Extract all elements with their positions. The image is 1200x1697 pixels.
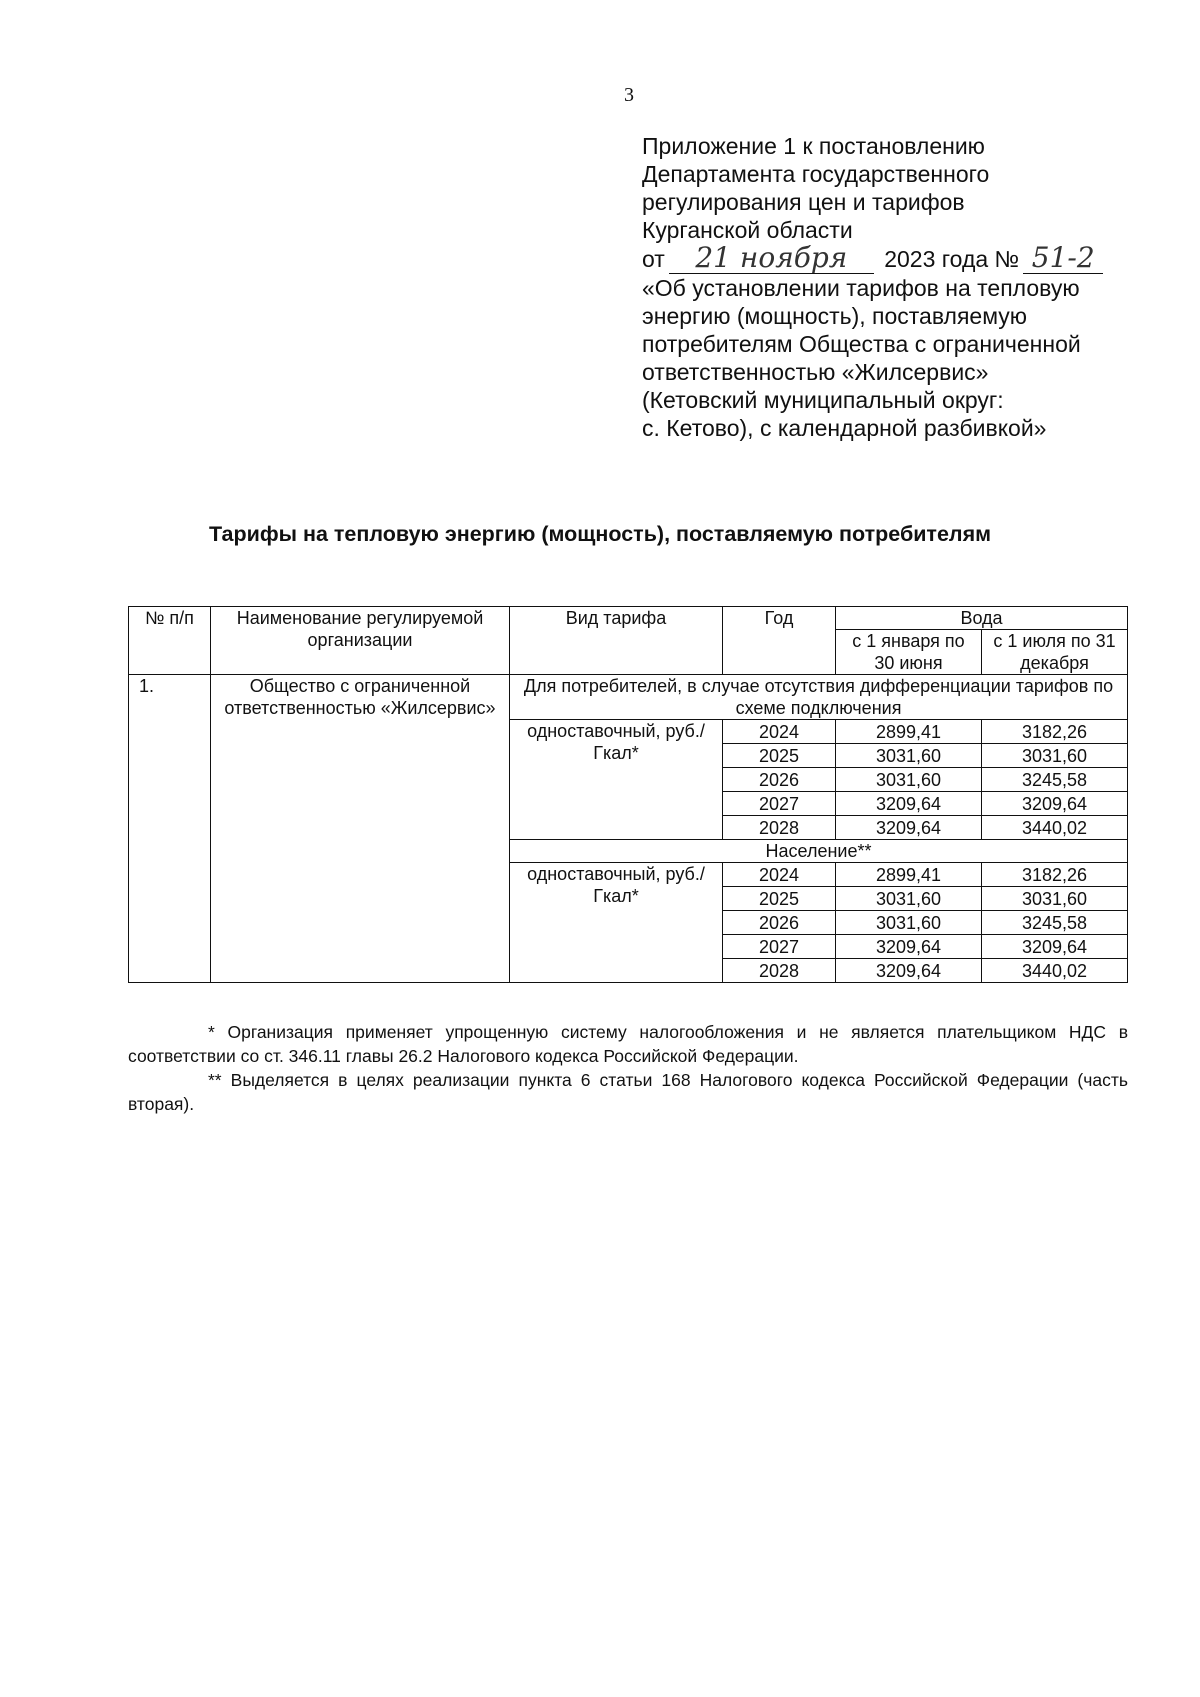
year-cell: 2026 [723,911,836,935]
year-cell: 2027 [723,935,836,959]
header-water: Вода [836,607,1128,630]
footnote: ** Выделяется в целях реализации пункта 6 статьи 168 Налогового кодекса Российской Федерации (часть вторая). [128,1070,1128,1114]
subject-line: с. Кетово), с календарной разбивкой» [642,415,1047,441]
value-cell: 3209,64 [982,935,1128,959]
tariff-table [128,606,1128,983]
year-cell: 2027 [723,792,836,816]
year-cell: 2024 [723,863,836,887]
header-tariff-type: Вид тарифа [510,607,723,675]
year-cell: 2025 [723,744,836,768]
section-label: Для потребителей, в случае отсутствия дифференциации тарифов по схеме подключения [510,675,1128,720]
handwritten-number: 51-2 [1031,241,1095,274]
header-line: Приложение 1 к постановлению [642,133,985,159]
subject-line: потребителям Общества с ограниченной [642,331,1081,357]
year-cell: 2025 [723,887,836,911]
header-line: Департамента государственного [642,161,990,187]
table-header-row [129,607,1128,630]
subject-line: «Об установлении тарифов на тепловую [642,275,1080,301]
value-cell: 3209,64 [836,816,982,840]
tariff-type: одноставочный, руб./Гкал* [510,720,723,840]
header-line: Курганской области [642,217,853,243]
value-cell: 2899,41 [836,863,982,887]
value-cell: 3209,64 [836,792,982,816]
value-cell: 3031,60 [836,768,982,792]
handwritten-date: 21 ноября [695,241,848,274]
table-row [129,675,1128,720]
year-cell: 2028 [723,816,836,840]
value-cell: 3031,60 [982,887,1128,911]
value-cell: 3245,58 [982,911,1128,935]
value-cell: 3031,60 [982,744,1128,768]
footnote: * Организация применяет упрощенную систему налогообложения и не является плательщиком НДС в соответствии со ст. 346.11 главы 26.2 Налогового кодекса Российской Федерации. [128,1022,1128,1066]
tariff-type: одноставочный, руб./Гкал* [510,863,723,983]
value-cell: 3031,60 [836,911,982,935]
value-cell: 3182,26 [982,863,1128,887]
header-date-line [642,241,1162,274]
document-title: Тарифы на тепловую энергию (мощность), поставляемую потребителям [208,522,992,546]
value-cell: 3031,60 [836,744,982,768]
header-period-2: с 1 июля по 31 декабря [982,630,1128,675]
header-year: Год [723,607,836,675]
number-blank [1023,241,1103,274]
value-cell: 3209,64 [836,935,982,959]
value-cell: 3440,02 [982,959,1128,983]
value-cell: 3031,60 [836,887,982,911]
footnotes [128,1020,1128,1116]
subject-line: энергию (мощность), поставляемую [642,303,1028,329]
value-cell: 3182,26 [982,720,1128,744]
value-cell: 3209,64 [982,792,1128,816]
header-period-1: с 1 января по 30 июня [836,630,982,675]
date-prefix: от [642,246,665,272]
organization-name: Общество с ограниченной ответственностью «Жилсервис» [211,675,510,983]
year-cell: 2026 [723,768,836,792]
value-cell: 3245,58 [982,768,1128,792]
date-suffix: 2023 года № [884,246,1020,272]
section-label: Население** [510,840,1128,863]
date-blank [669,241,874,274]
subject-line: ответственностью «Жилсервис» [642,359,989,385]
header-line: регулирования цен и тарифов [642,189,965,215]
value-cell: 2899,41 [836,720,982,744]
appendix-header [642,132,1162,442]
row-number: 1. [129,675,211,983]
header-num: № п/п [129,607,211,675]
year-cell: 2024 [723,720,836,744]
header-org: Наименование регулируемой организации [211,607,510,675]
value-cell: 3440,02 [982,816,1128,840]
subject-line: (Кетовский муниципальный округ: [642,387,1004,413]
page-number: 3 [624,84,634,106]
value-cell: 3209,64 [836,959,982,983]
year-cell: 2028 [723,959,836,983]
